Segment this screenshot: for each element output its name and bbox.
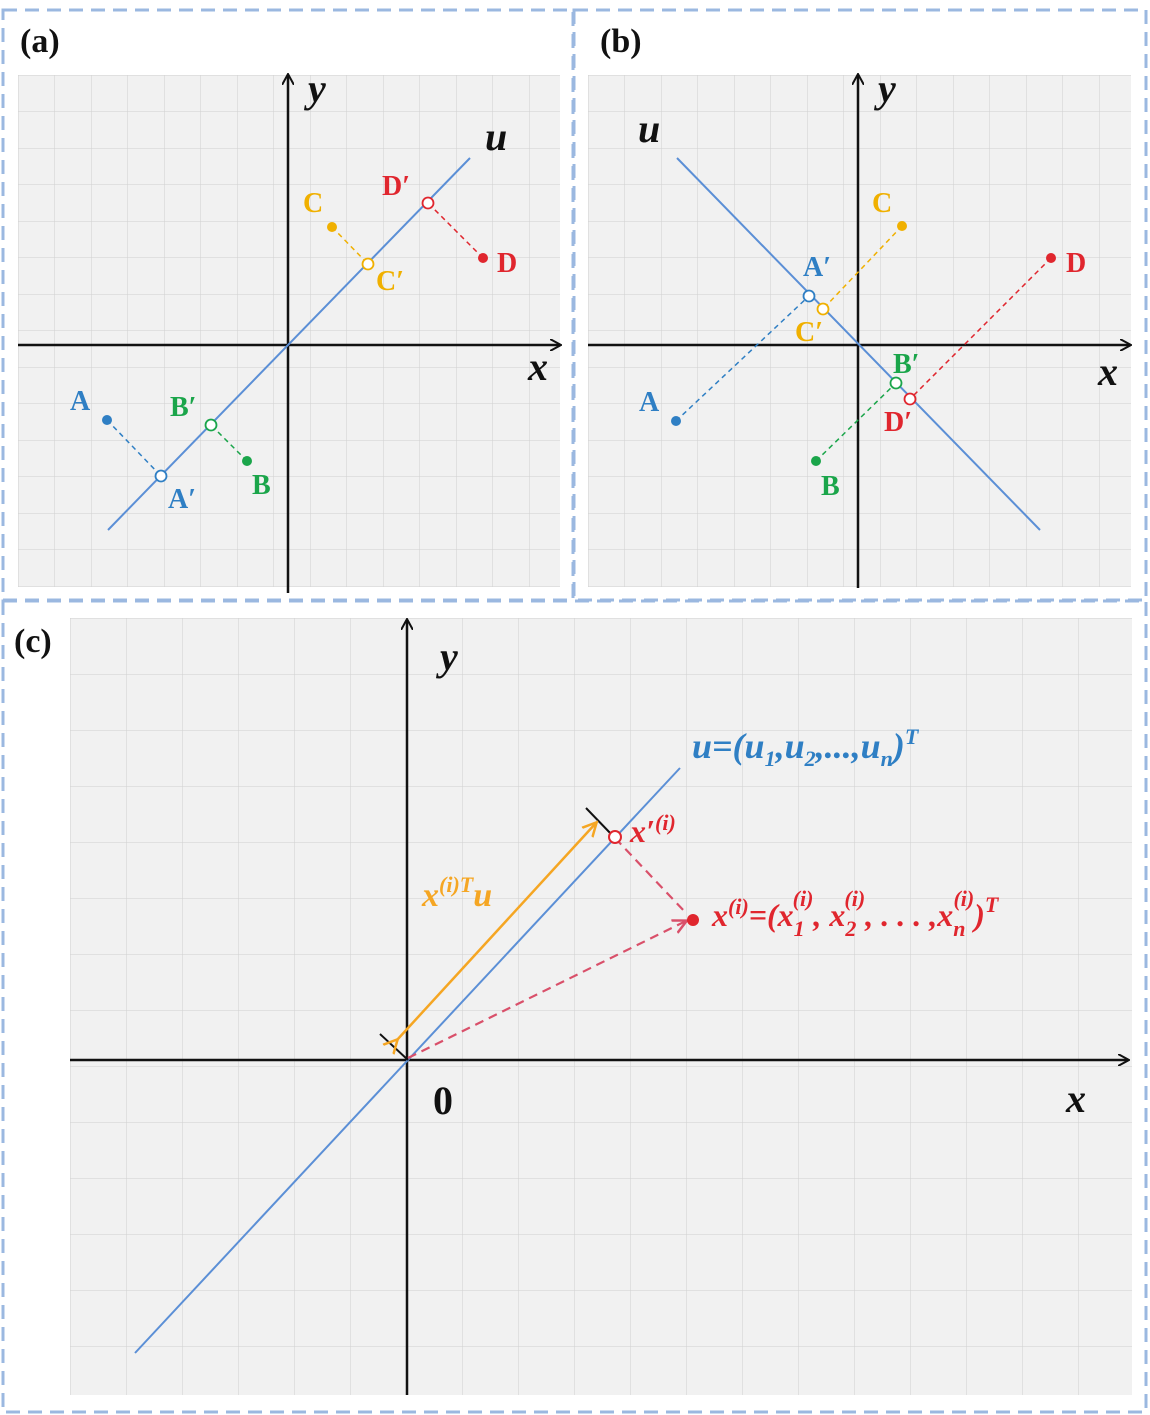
panel-a-D-label: D bbox=[497, 248, 518, 279]
panel-b-label: (b) bbox=[600, 23, 642, 60]
panel-b-D-point bbox=[1046, 253, 1056, 263]
panel-a-C-proj-label: C′ bbox=[376, 266, 405, 297]
panel-b-D-label: D bbox=[1066, 248, 1087, 279]
panel-c-grid bbox=[70, 618, 1132, 1395]
panel-a bbox=[18, 23, 560, 593]
panel-a-label: (a) bbox=[20, 23, 60, 60]
panel-a-A-point bbox=[102, 415, 112, 425]
panel-a-y-label: y bbox=[308, 66, 326, 111]
panel-c-data-point bbox=[687, 914, 699, 926]
panel-c bbox=[14, 618, 1132, 1395]
panel-b-B-point bbox=[811, 456, 821, 466]
panel-b-B-proj-label: B′ bbox=[893, 349, 920, 380]
panel-a-A-proj-label: A′ bbox=[168, 484, 197, 515]
panel-c-projection-label: $x'^{(i)}$ bbox=[630, 810, 676, 849]
panel-c-projection-point bbox=[609, 831, 621, 843]
panel-c-u-formula: $u=(u_1,u_2,...,u_n)^T$ bbox=[692, 724, 919, 771]
panel-b-D-proj-label: D′ bbox=[884, 407, 913, 438]
panel-b-A-label: A bbox=[639, 387, 660, 418]
panel-c-dot-product-label: $x^{(i)T}u$ bbox=[422, 872, 493, 914]
panel-b-C-proj-point bbox=[818, 304, 829, 315]
panel-a-D-point bbox=[478, 253, 488, 263]
panel-b-C-label: C bbox=[872, 188, 893, 219]
panel-b-A-proj-point bbox=[804, 291, 815, 302]
panel-b-D-proj-point bbox=[905, 394, 916, 405]
panel-a-C-point bbox=[327, 222, 337, 232]
panel-a-D-proj-label: D′ bbox=[382, 171, 411, 202]
panel-b-C-point bbox=[897, 221, 907, 231]
panel-a-B-proj-label: B′ bbox=[170, 392, 197, 423]
panel-a-B-point bbox=[242, 456, 252, 466]
panel-a-A-label: A bbox=[70, 386, 91, 417]
panel-a-x-label: x bbox=[528, 344, 548, 389]
panel-b-x-label: x bbox=[1098, 349, 1118, 394]
panel-a-C-proj-point bbox=[363, 259, 374, 270]
panel-b-C-proj-label: C′ bbox=[795, 317, 824, 348]
panel-a-D-proj-point bbox=[423, 198, 434, 209]
panel-c-y-label: y bbox=[440, 634, 458, 679]
panel-c-point-formula: $x^{(i)}=(x_1(i)$, $x_2(i)$, . . . $,x_n(i))^T$ bbox=[712, 886, 999, 941]
panel-a-u-label: u bbox=[485, 114, 508, 159]
panel-a-C-label: C bbox=[303, 188, 324, 219]
panel-c-origin-label: 0 bbox=[433, 1078, 453, 1123]
panel-b-grid bbox=[588, 75, 1131, 587]
panel-a-B-proj-point bbox=[206, 420, 217, 431]
panel-a-B-label: B bbox=[252, 470, 271, 501]
panel-b-A-proj-label: A′ bbox=[803, 252, 832, 283]
panel-b-B-label: B bbox=[821, 471, 840, 502]
panel-a-A-proj-point bbox=[156, 471, 167, 482]
panel-b-u-label: u bbox=[638, 106, 661, 151]
panel-b-y-label: y bbox=[878, 66, 896, 111]
panel-c-x-label: x bbox=[1066, 1076, 1086, 1121]
panel-b-A-point bbox=[671, 416, 681, 426]
panel-b bbox=[588, 23, 1131, 588]
panel-c-label: (c) bbox=[14, 623, 52, 660]
